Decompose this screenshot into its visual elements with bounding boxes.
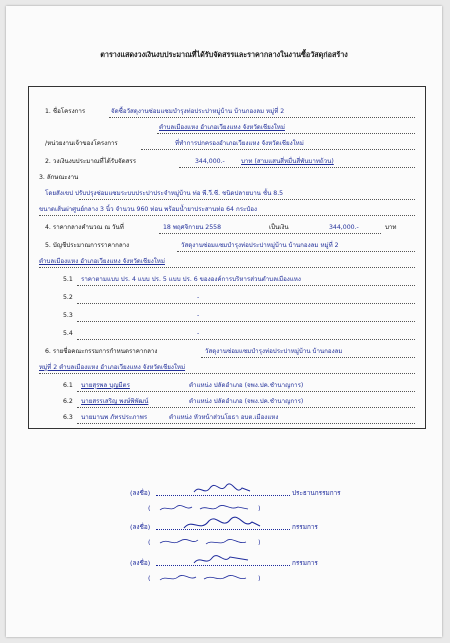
signature-scribble: [192, 552, 252, 568]
signature-scribble: [192, 482, 252, 498]
item2-label: 2. วงเงินงบประมาณที่ได้รับจัดสรร: [45, 158, 137, 165]
item1-value-b: ตำบลเมืองแหง อำเภอเวียงแหง จังหวัดเชียงใหม่: [159, 124, 285, 131]
sign-label: (ลงชื่อ): [130, 523, 151, 531]
sub52-label: 5.2: [63, 294, 73, 301]
dotted-line: [201, 357, 415, 358]
dotted-line: [77, 285, 415, 286]
name-close-paren: ): [258, 538, 261, 546]
name-open-paren: (: [148, 504, 151, 512]
details-table: [28, 86, 426, 429]
dotted-line: [77, 303, 415, 304]
sub54-value: -: [197, 330, 200, 337]
dotted-line: [109, 117, 415, 118]
dotted-line: [39, 267, 415, 268]
name-open-paren: (: [148, 538, 151, 546]
item5-value-a: วัสดุงานซ่อมแซมบำรุงท่อประปาหมู่บ้าน บ้านกองลม หมู่ที่ 2: [181, 242, 339, 249]
item3-label: 3. ลักษณะงาน: [39, 174, 79, 181]
dotted-line: [141, 149, 415, 150]
sign-role: กรรมการ: [292, 559, 318, 567]
sub51-value: ราคาตามแบบ ปร. 4 แบบ ปร. 5 แบบ ปร. 6 ขององค์การบริหารส่วนตำบลเมืองแหง: [81, 276, 301, 283]
item6-value-b: หมู่ที่ 2 ตำบลเมืองแหง อำเภอเวียงแหง จังหวัดเชียงใหม่: [39, 364, 186, 371]
dotted-line: [39, 373, 415, 374]
member-no: 6.1: [63, 382, 73, 389]
sub52-value: -: [197, 294, 200, 301]
item4-mid: เป็นเงิน: [269, 224, 289, 231]
member-name: นายสรรเสริญ พงษ์พิพัฒน์: [81, 398, 149, 405]
item4-unit: บาท: [385, 224, 397, 231]
member-no: 6.2: [63, 398, 73, 405]
name-close-paren: ): [258, 574, 261, 582]
dotted-line: [77, 423, 415, 424]
item5-value-b: ตำบลเมืองแหง อำเภอเวียงแหง จังหวัดเชียงใหม่: [39, 258, 165, 265]
dotted-line: [77, 339, 415, 340]
item5-label: 5. บัญชีประมาณการราคากลาง: [45, 242, 130, 249]
sub54-label: 5.4: [63, 330, 73, 337]
agency-value: ที่ทำการปกครองอำเภอเวียงแหง จังหวัดเชียงใหม่: [175, 140, 304, 147]
member-no: 6.3: [63, 414, 73, 421]
sign-label: (ลงชื่อ): [130, 559, 151, 567]
member-position: ตำแหน่ง ปลัดอำเภอ (จพง.ปค.ชำนาญการ): [189, 382, 304, 389]
member-name: นายมานพ ภัทรประภาพร: [81, 414, 148, 421]
item3-line1: โดยสังเขป ปรับปรุงซ่อมแซมระบบประปาประจำหมู่บ้าน ท่อ พี.วี.ซี. ชนิดปลายบาน ชั้น 8.5: [45, 190, 284, 197]
dotted-line: [79, 199, 415, 200]
item1-value-a: จัดซื้อวัสดุงานซ่อมแซมบำรุงท่อประปาหมู่บ้าน บ้านกองลม หมู่ที่ 2: [111, 108, 285, 115]
name-close-paren: ): [258, 504, 261, 512]
signature-scribble: [182, 514, 262, 534]
name-open-paren: (: [148, 574, 151, 582]
sign-role: กรรมการ: [292, 523, 318, 531]
dotted-line: [157, 133, 415, 134]
member-name: นายสุรพล บุญมีตร: [81, 382, 130, 389]
sub53-label: 5.3: [63, 312, 73, 319]
dotted-line: [77, 407, 415, 408]
item6-label: 6. รายชื่อคณะกรรมการกำหนดราคากลาง: [45, 348, 158, 355]
printed-name-handwriting: [156, 502, 256, 514]
sub53-value: -: [197, 312, 200, 319]
item6-value-a: วัสดุงานซ่อมแซมบำรุงท่อประปาหมู่บ้าน บ้านกองลม: [205, 348, 343, 355]
item2-unit: บาท (สามแสนสี่หมื่นสี่พันบาทถ้วน): [241, 158, 334, 165]
sign-label: (ลงชื่อ): [130, 489, 151, 497]
dotted-line: [159, 233, 381, 234]
document-page: [6, 6, 442, 637]
dotted-line: [77, 321, 415, 322]
dotted-line: [39, 215, 415, 216]
agency-label: /หน่วยงานเจ้าของโครงการ: [45, 140, 118, 147]
dotted-line: [179, 167, 415, 168]
member-position: ตำแหน่ง หัวหน้าส่วนโยธา อบต.เมืองแหง: [169, 414, 279, 421]
item3-line2: ขนาดเส้นผ่าศูนย์กลาง 3 นิ้ว จำนวน 960 ท่อน พร้อมน้ำยาประสานท่อ 64 กระป๋อง: [39, 206, 258, 213]
dotted-line: [177, 251, 415, 252]
item1-label: 1. ชื่อโครงการ: [45, 108, 86, 115]
sub51-label: 5.1: [63, 276, 73, 283]
dotted-line: [77, 391, 415, 392]
item2-value: 344,000.-: [195, 158, 225, 165]
member-position: ตำแหน่ง ปลัดอำเภอ (จพง.ปค.ชำนาญการ): [189, 398, 304, 405]
printed-name-handwriting: [156, 536, 256, 548]
printed-name-handwriting: [156, 572, 256, 584]
sign-role: ประธานกรรมการ: [292, 489, 341, 497]
document-title: ตารางแสดงวงเงินงบประมาณที่ได้รับจัดสรรและราคากลางในงานซื้อวัสดุก่อสร้าง: [100, 50, 348, 59]
item4-date: 18 พฤศจิกายน 2558: [163, 224, 222, 231]
item4-label: 4. ราคากลางคำนวณ ณ วันที่: [45, 224, 124, 231]
item4-value: 344,000.-: [329, 224, 359, 231]
